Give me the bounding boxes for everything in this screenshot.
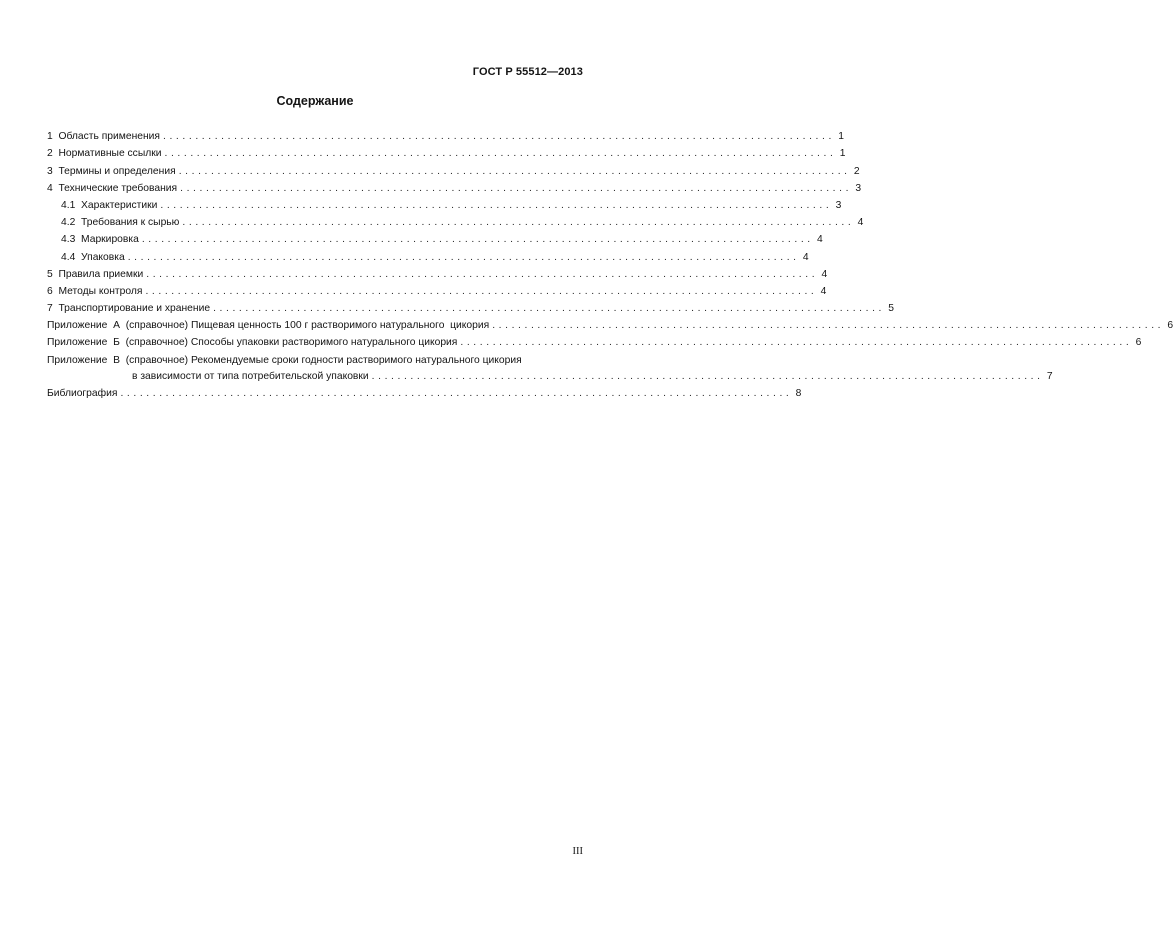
- toc-entry-label: Библиография: [47, 387, 118, 399]
- toc-entry-label: 6 Методы контроля: [47, 285, 143, 297]
- toc-entry-page: 4: [857, 217, 864, 229]
- toc-leader-dots: ........................................................................................................: [492, 320, 1165, 332]
- toc-leader-dots: ........................................................................................................: [164, 148, 837, 160]
- document-code: ГОСТ Р 55512—2013: [472, 66, 583, 78]
- toc-entry-technical-requirements[interactable]: [47, 178, 862, 195]
- toc-entry-label: Приложение А (справочное) Пищевая ценность 100 г растворимого натурального цикория: [47, 320, 490, 332]
- table-of-contents: [47, 126, 1173, 400]
- toc-entry-scope[interactable]: [47, 126, 844, 143]
- toc-entry-label: 4 Технические требования: [47, 182, 178, 194]
- toc-entry-page: 3: [835, 199, 842, 211]
- toc-entry-appendix-b[interactable]: [47, 332, 1142, 349]
- toc-entry-page: 2: [853, 165, 860, 177]
- toc-entry-page: 1: [839, 148, 846, 160]
- toc-entry-packaging[interactable]: [47, 246, 809, 263]
- toc-leader-dots: ........................................................................................................: [160, 199, 833, 211]
- toc-leader-dots: ........................................................................................................: [145, 285, 818, 297]
- toc-entry-page: 8: [795, 387, 802, 399]
- toc-leader-dots: ........................................................................................................: [178, 165, 851, 177]
- toc-entry-marking[interactable]: [47, 229, 823, 246]
- toc-entry-page: 7: [1046, 370, 1053, 382]
- toc-entry-page: 4: [821, 268, 828, 280]
- toc-entry-label: 7 Транспортирование и хранение: [47, 303, 211, 315]
- toc-entry-label-continuation: в зависимости от типа потребительской упаковки: [132, 370, 369, 382]
- toc-leader-dots: ........................................................................................................: [146, 268, 819, 280]
- toc-entry-page: 3: [855, 182, 862, 194]
- toc-leader-dots: ........................................................................................................: [460, 337, 1133, 349]
- toc-entry-page: 5: [888, 303, 895, 315]
- toc-entry-page: 1: [838, 131, 844, 143]
- toc-entry-label: 4.3 Маркировка: [61, 234, 139, 246]
- toc-entry-normative-references[interactable]: [47, 143, 846, 160]
- toc-entry-page: 4: [820, 285, 827, 297]
- toc-entry-raw-materials[interactable]: [47, 212, 864, 229]
- toc-leader-dots: ........................................................................................................: [163, 131, 835, 143]
- toc-entry-appendix-v[interactable]: [47, 349, 584, 366]
- toc-entry-page: 4: [817, 234, 823, 246]
- toc-entry-appendix-v-continuation[interactable]: [47, 367, 1053, 383]
- toc-entry-bibliography[interactable]: [47, 383, 802, 400]
- toc-entry-label: 2 Нормативные ссылки: [47, 148, 162, 160]
- toc-leader-dots: ........................................................................................................: [182, 217, 855, 229]
- toc-entry-label: 4.2 Требования к сырью: [61, 217, 180, 229]
- toc-entry-page: 6: [1167, 320, 1173, 332]
- toc-entry-label: 4.4 Упаковка: [61, 251, 125, 263]
- toc-entry-characteristics[interactable]: [47, 195, 842, 212]
- toc-title: Содержание: [276, 94, 354, 108]
- toc-leader-dots: ........................................................................................................: [127, 251, 800, 263]
- toc-entry-terms[interactable]: [47, 160, 860, 177]
- toc-entry-label: Приложение В (справочное) Рекомендуемые сроки годности растворимого натурального цикория: [47, 354, 522, 366]
- toc-leader-dots: ........................................................................................................: [213, 303, 886, 315]
- toc-leader-dots: ........................................................................................................: [180, 182, 853, 194]
- toc-entry-page: 6: [1135, 337, 1142, 349]
- page-number: III: [572, 846, 583, 857]
- toc-entry-label: 1 Область применения: [47, 131, 161, 143]
- toc-entry-transport-storage[interactable]: [47, 298, 895, 315]
- toc-entry-label: 4.1 Характеристики: [61, 199, 158, 211]
- toc-entry-control-methods[interactable]: [47, 281, 827, 298]
- toc-leader-dots: ........................................................................................................: [141, 234, 814, 246]
- toc-entry-label: Приложение Б (справочное) Способы упаковки растворимого натурального цикория: [47, 337, 458, 349]
- toc-entry-appendix-a[interactable]: [47, 315, 1173, 332]
- toc-leader-dots: ........................................................................................................: [120, 387, 793, 399]
- toc-leader-dots: ........................................................................................................: [371, 370, 1044, 382]
- toc-entry-label: 5 Правила приемки: [47, 268, 144, 280]
- toc-entry-label: 3 Термины и определения: [47, 165, 176, 177]
- toc-entry-page: 4: [802, 251, 809, 263]
- toc-entry-acceptance-rules[interactable]: [47, 264, 828, 281]
